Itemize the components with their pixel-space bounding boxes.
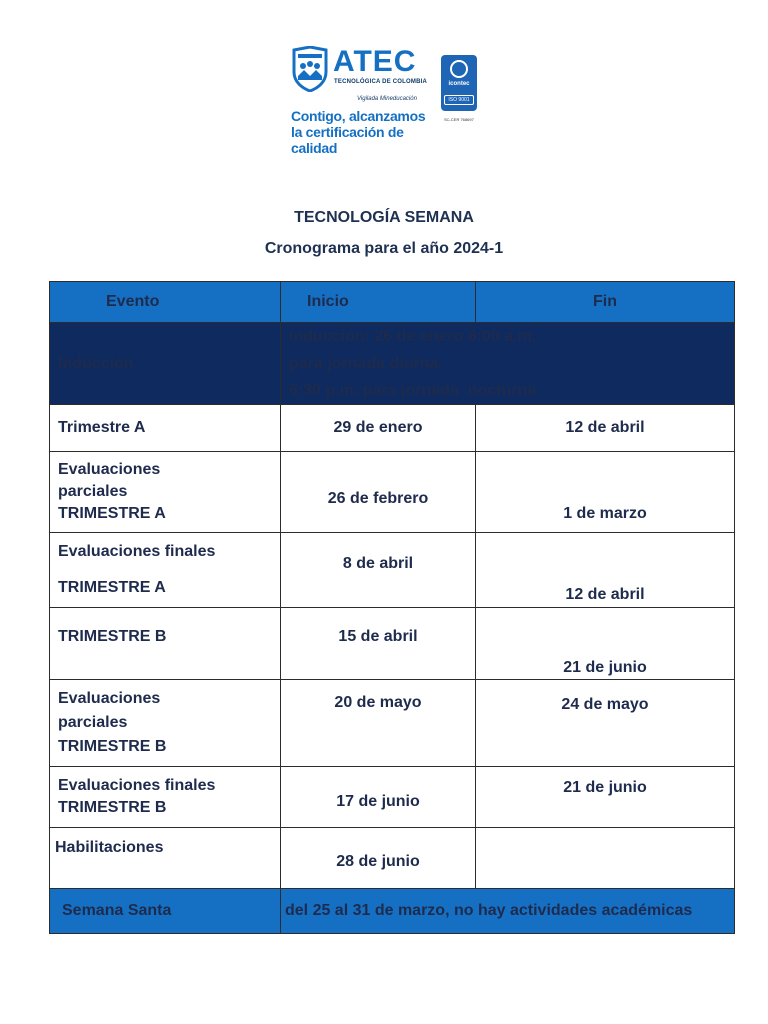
cell-inicio: 28 de junio bbox=[281, 828, 476, 889]
evento-line: parciales bbox=[58, 483, 128, 500]
cell-inicio: 17 de junio bbox=[281, 767, 476, 828]
cell-fin: 12 de abril bbox=[476, 405, 735, 452]
header-inicio bbox=[281, 282, 476, 323]
iso-label: ISO 9001 bbox=[444, 95, 474, 105]
evento-line: Evaluaciones bbox=[58, 461, 161, 478]
cell-inicio: 26 de febrero bbox=[281, 452, 476, 533]
header-fin: Fin bbox=[476, 282, 735, 323]
table-header-row bbox=[50, 282, 735, 323]
table-row bbox=[50, 828, 735, 889]
evento-line: TRIMESTRE B bbox=[58, 738, 167, 755]
table-row bbox=[50, 533, 735, 608]
cell-evento bbox=[50, 767, 281, 828]
evento-line: Evaluaciones finales bbox=[58, 777, 216, 794]
header-evento bbox=[50, 282, 281, 323]
cell-evento: Trimestre A bbox=[50, 405, 281, 452]
table-row bbox=[50, 452, 735, 533]
icontec-label: icontec bbox=[448, 81, 470, 87]
icontec-badge bbox=[441, 55, 477, 111]
table-footer-row bbox=[50, 889, 735, 934]
cell-inicio: 15 de abril bbox=[281, 608, 476, 680]
cell-evento: TRIMESTRE B bbox=[50, 608, 281, 680]
atec-subtitle: TECNOLÓGICA DE COLOMBIA bbox=[334, 79, 428, 85]
cell-evento: Semana Santa bbox=[50, 889, 281, 934]
cell-inicio: 29 de enero bbox=[281, 405, 476, 452]
table-row bbox=[50, 680, 735, 767]
header-evento-label: Evento bbox=[106, 293, 160, 310]
page-title: TECNOLOGÍA SEMANA bbox=[294, 209, 474, 226]
header-inicio-label: Inicio bbox=[307, 293, 349, 310]
cell-fin bbox=[476, 828, 735, 889]
cell-evento bbox=[50, 680, 281, 767]
induccion-line: Inducción: 26 de enero 8:00 a.m. bbox=[289, 328, 537, 345]
cell-fin: 24 de mayo bbox=[476, 680, 735, 767]
cell-evento bbox=[50, 452, 281, 533]
cell-evento: Habilitaciones bbox=[50, 828, 281, 889]
atec-shield-icon bbox=[292, 46, 328, 92]
evento-line: parciales bbox=[58, 714, 128, 731]
table-row-induccion bbox=[50, 323, 735, 405]
cell-fin: 12 de abril bbox=[476, 533, 735, 608]
cell-fin: 21 de junio bbox=[476, 767, 735, 828]
cell-fin: 1 de marzo bbox=[476, 452, 735, 533]
atec-logo bbox=[289, 44, 489, 156]
cell-inicio: 8 de abril bbox=[281, 533, 476, 608]
cell-footer-detail: del 25 al 31 de marzo, no hay actividades académicas bbox=[281, 889, 735, 934]
page-subtitle: Cronograma para el año 2024-1 bbox=[264, 240, 504, 257]
table-row bbox=[50, 767, 735, 828]
vigilada-text: Vigilada Mineducación bbox=[357, 96, 417, 102]
evento-line: TRIMESTRE A bbox=[58, 505, 166, 522]
induccion-line: 6:30 p.m. para jornada nocturna bbox=[289, 382, 537, 399]
schedule-table bbox=[49, 281, 735, 934]
table-row bbox=[50, 405, 735, 452]
cert-code: SC-CER 768697 bbox=[444, 117, 474, 122]
evento-line: Evaluaciones finales bbox=[58, 543, 216, 560]
evento-line: Evaluaciones bbox=[58, 690, 161, 707]
cell-fin: 21 de junio bbox=[476, 608, 735, 680]
cell-inicio: 20 de mayo bbox=[281, 680, 476, 767]
table-row bbox=[50, 608, 735, 680]
evento-line: TRIMESTRE A bbox=[58, 579, 166, 596]
evento-line: TRIMESTRE B bbox=[58, 799, 167, 816]
cell-evento bbox=[50, 533, 281, 608]
slogan: Contigo, alcanzamos la certificación de calidad bbox=[291, 108, 426, 156]
cell-evento: Inducción bbox=[50, 323, 281, 405]
icontec-circle-icon bbox=[450, 60, 468, 78]
induccion-line: para jornada diurna. bbox=[289, 355, 443, 372]
cell-induccion-detail bbox=[281, 323, 735, 405]
atec-wordmark: ATEC bbox=[333, 45, 417, 78]
